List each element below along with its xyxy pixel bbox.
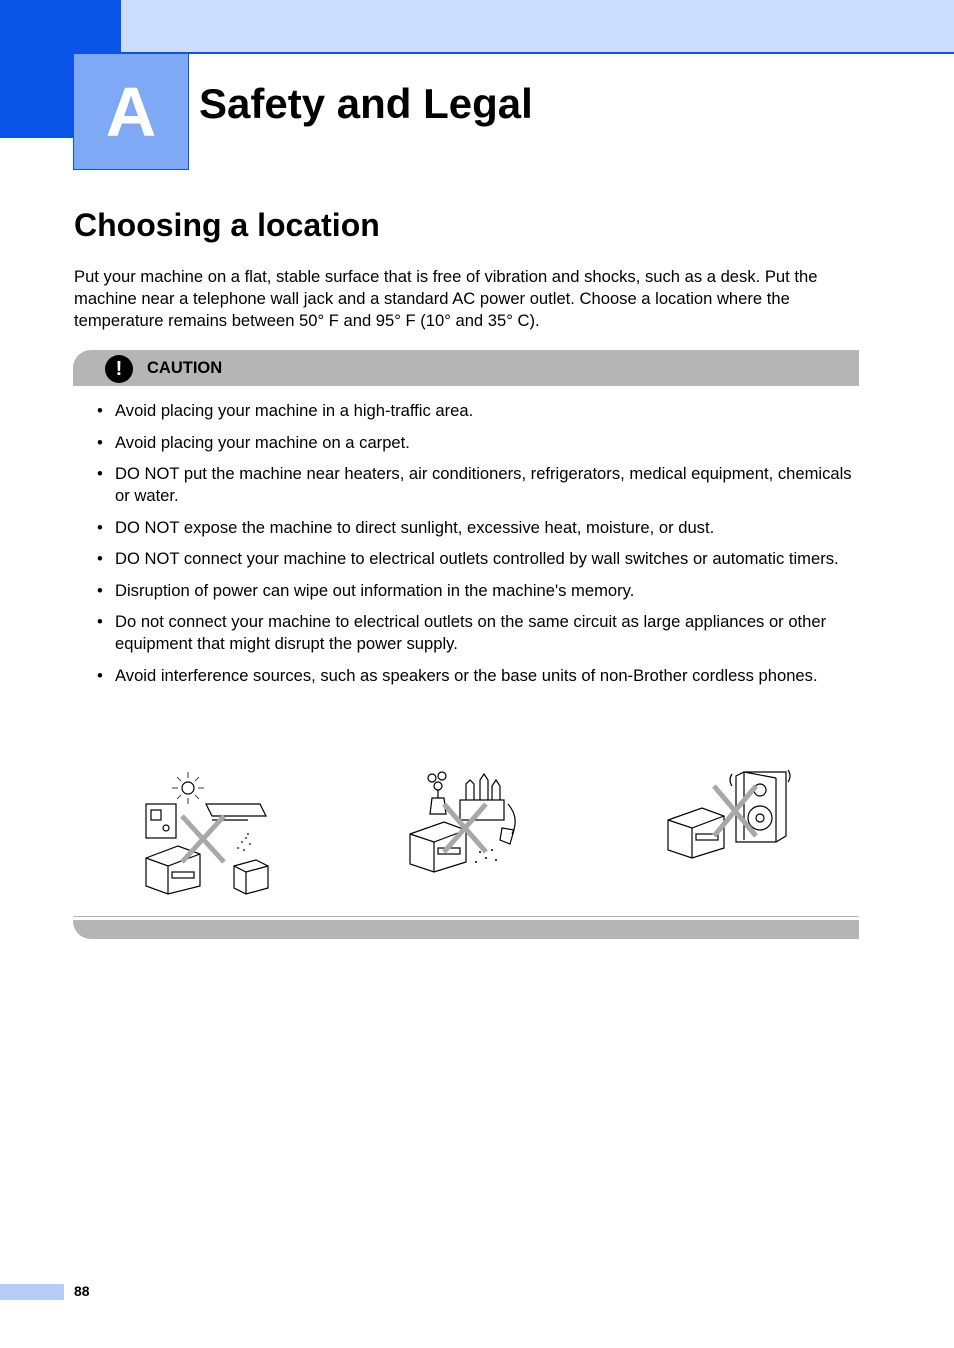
chapter-badge xyxy=(73,53,189,170)
caution-list xyxy=(93,400,863,696)
list-item: • Do not connect your machine to electrical outlets on the same circuit as large appliances or other equipment that might disrupt the power supply. xyxy=(97,612,827,653)
caution-header xyxy=(73,350,859,386)
header-band xyxy=(121,0,954,54)
list-item-text: Avoid interference sources, such as speakers or the base units of non-Brother cordless phones. xyxy=(115,665,818,685)
list-item: • Avoid placing your machine on a carpet. xyxy=(97,432,410,452)
caution-label: CAUTION xyxy=(147,359,223,377)
list-item: • Disruption of power can wipe out information in the machine's memory. xyxy=(97,580,635,600)
list-item: • Avoid interference sources, such as speakers or the base units of non-Brother cordless phones. xyxy=(97,665,818,685)
page-number: 88 xyxy=(74,1283,90,1299)
intro-paragraph: Put your machine on a flat, stable surface that is free of vibration and shocks, such as a desk. Put the machine near a telephone wall jack and a standard AC power outlet. Choose a location where the temperature remains between 50° F and 95° F (10° and 35° C). xyxy=(74,267,818,330)
machine-near-speaker-illustration xyxy=(664,766,792,870)
chapter-letter: A xyxy=(105,72,157,151)
machine-near-chemicals-water-illustration xyxy=(404,768,528,884)
list-item-text: DO NOT expose the machine to direct sunlight, excessive heat, moisture, or dust. xyxy=(115,517,715,537)
caution-footer xyxy=(73,920,859,939)
list-item: • DO NOT expose the machine to direct sunlight, excessive heat, moisture, or dust. xyxy=(97,517,715,537)
exclamation-icon: ! xyxy=(105,355,133,383)
list-item-text: Disruption of power can wipe out information in the machine's memory. xyxy=(115,580,635,600)
list-item: • DO NOT connect your machine to electrical outlets controlled by wall switches or automatic timers. xyxy=(97,549,839,568)
list-item: • DO NOT put the machine near heaters, air conditioners, refrigerators, medical equipment, chemicals or water. xyxy=(97,464,852,505)
list-item: • Avoid placing your machine in a high-traffic area. xyxy=(97,401,474,420)
machine-near-heat-sources-illustration xyxy=(138,768,274,900)
list-item-text: DO NOT put the machine near heaters, air conditioners, refrigerators, medical equipment, chemicals or water. xyxy=(115,464,852,505)
list-item-text: Do not connect your machine to electrical outlets on the same circuit as large appliances or other equipment that might disrupt the power supply. xyxy=(115,612,827,653)
page-tab xyxy=(0,1284,64,1300)
section-title: Choosing a location xyxy=(74,207,380,243)
divider xyxy=(73,916,859,917)
list-item-text: Avoid placing your machine on a carpet. xyxy=(115,432,410,452)
list-item-text: DO NOT connect your machine to electrical outlets controlled by wall switches or automatic timers. xyxy=(115,549,839,568)
list-item-text: Avoid placing your machine in a high-traffic area. xyxy=(115,401,474,420)
chapter-title: Safety and Legal xyxy=(199,80,533,127)
